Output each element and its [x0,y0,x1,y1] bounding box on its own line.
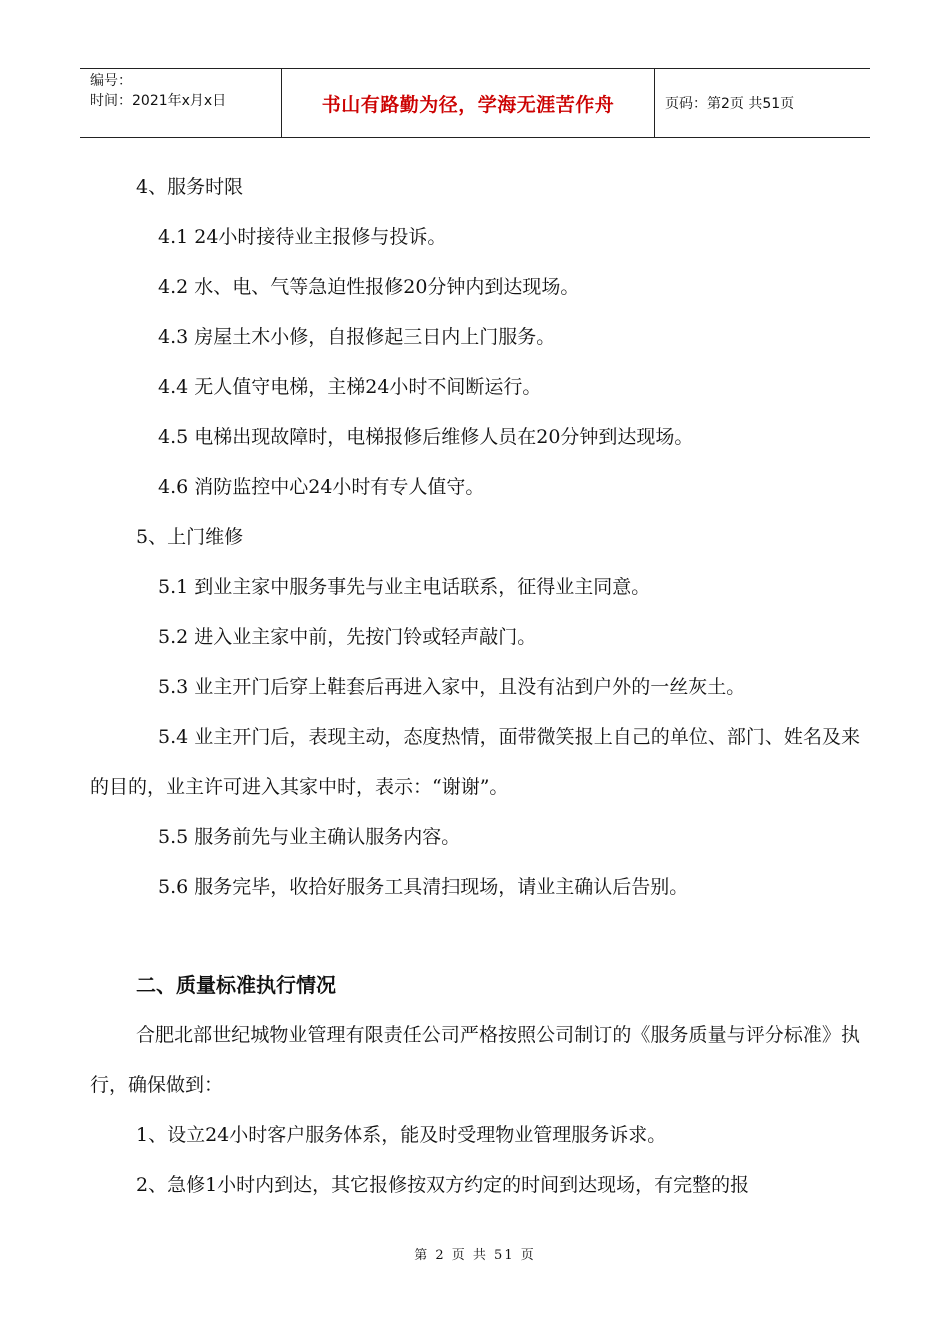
header-meta [80,69,282,137]
item4-point: 4.1 24小时接待业主报修与投诉。 [158,226,447,248]
item4-point: 4.5 电梯出现故障时，电梯报修后维修人员在20分钟到达现场。 [158,426,694,448]
item4-point: 4.6 消防监控中心24小时有专人值守。 [158,476,485,498]
header-motto: 书山有路勤为径，学海无涯苦作舟 [282,69,655,137]
section2-heading: 二、质量标准执行情况 [136,973,336,997]
item4-point: 4.2 水、电、气等急迫性报修20分钟内到达现场。 [158,276,580,298]
section2-intro: 合肥北部世纪城物业管理有限责任公司严格按照公司制订的《服务质量与评分标准》执行，确保做到： [90,1024,860,1096]
item5-point: 5.3 业主开门后穿上鞋套后再进入家中，且没有沾到户外的一丝灰土。 [158,676,746,698]
item4-point: 4.3 房屋土木小修，自报修起三日内上门服务。 [158,326,556,348]
item5-point: 5.6 服务完毕，收拾好服务工具清扫现场，请业主确认后告别。 [158,876,689,898]
item5-point: 5.2 进入业主家中前，先按门铃或轻声敲门。 [158,626,537,648]
item5-point: 5.5 服务前先与业主确认服务内容。 [158,826,461,848]
item4-point: 4.4 无人值守电梯，主梯24小时不间断运行。 [158,376,542,398]
item5-heading: 5、上门维修 [136,526,244,548]
section2-point: 2、急修1小时内到达，其它报修按双方约定的时间到达现场，有完整的报 [136,1174,750,1196]
header-page-info: 页码：第2页 共51页 [665,96,795,112]
section2-point: 1、设立24小时客户服务体系，能及时受理物业管理服务诉求。 [136,1124,667,1146]
item5-point: 5.1 到业主家中服务事先与业主电话联系，征得业主同意。 [158,576,651,598]
document-header [80,68,870,138]
item4-heading: 4、服务时限 [136,176,244,198]
document-body [90,162,860,1210]
item5-point: 5.4 业主开门后，表现主动，态度热情，面带微笑报上自己的单位、部门、姓名及来的目的，业主许可进入其家中时，表示：“谢谢”。 [90,726,860,798]
time-label: 时间：2021年x月x日 [90,93,227,109]
number-label: 编号： [90,73,132,89]
page-footer: 第 2 页 共 51 页 [414,1248,536,1263]
